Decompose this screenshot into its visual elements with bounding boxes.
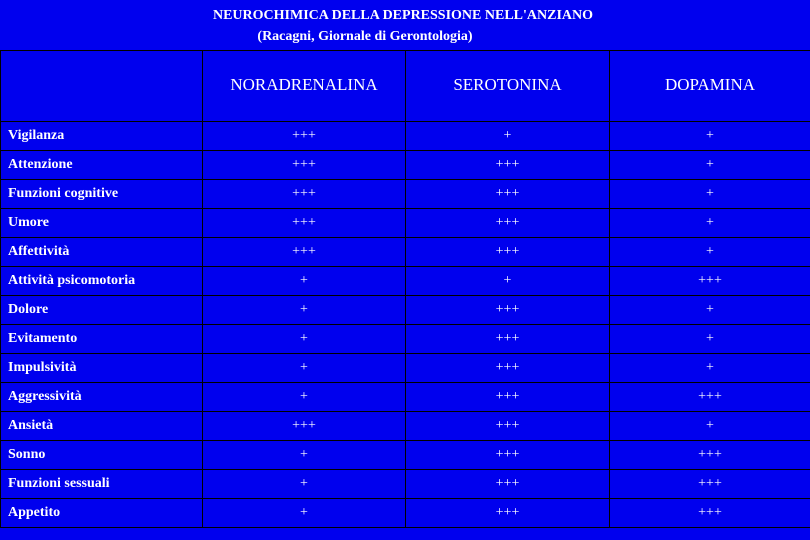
table-row [1, 238, 810, 267]
table-row [1, 209, 810, 238]
serotonina-value: +++ [406, 499, 610, 528]
table-row [1, 122, 810, 151]
serotonina-value: +++ [406, 180, 610, 209]
serotonina-value: +++ [406, 441, 610, 470]
row-label: Attività psicomotoria [1, 267, 203, 296]
noradrenalina-value: + [203, 354, 406, 383]
table-row [1, 180, 810, 209]
table-row [1, 325, 810, 354]
row-label: Funzioni cognitive [1, 180, 203, 209]
slide-title: NEUROCHIMICA DELLA DEPRESSIONE NELL'ANZIANO [212, 8, 594, 23]
serotonina-value: +++ [406, 325, 610, 354]
noradrenalina-value: + [203, 441, 406, 470]
row-label: Dolore [1, 296, 203, 325]
noradrenalina-value: +++ [203, 238, 406, 267]
serotonina-value: +++ [406, 470, 610, 499]
serotonina-value: + [406, 267, 610, 296]
row-label: Aggressività [1, 383, 203, 412]
table-row [1, 354, 810, 383]
noradrenalina-value: + [203, 296, 406, 325]
dopamina-value: +++ [610, 267, 810, 296]
header-serotonina: SEROTONINA [406, 51, 610, 122]
serotonina-value: +++ [406, 383, 610, 412]
row-label: Affettività [1, 238, 203, 267]
row-label: Sonno [1, 441, 203, 470]
table-row [1, 267, 810, 296]
table-header-row [1, 51, 810, 122]
dopamina-value: +++ [610, 470, 810, 499]
row-label: Ansietà [1, 412, 203, 441]
dopamina-value: + [610, 354, 810, 383]
serotonina-value: +++ [406, 412, 610, 441]
row-label: Appetito [1, 499, 203, 528]
header-empty-cell [1, 51, 203, 122]
noradrenalina-value: +++ [203, 151, 406, 180]
dopamina-value: + [610, 296, 810, 325]
dopamina-value: + [610, 412, 810, 441]
row-label: Attenzione [1, 151, 203, 180]
serotonina-value: +++ [406, 296, 610, 325]
row-label: Evitamento [1, 325, 203, 354]
noradrenalina-value: +++ [203, 209, 406, 238]
dopamina-value: +++ [610, 383, 810, 412]
serotonina-value: +++ [406, 238, 610, 267]
row-label: Funzioni sessuali [1, 470, 203, 499]
table-row [1, 296, 810, 325]
noradrenalina-value: +++ [203, 412, 406, 441]
neurochemistry-table [0, 50, 810, 528]
dopamina-value: + [610, 151, 810, 180]
dopamina-value: + [610, 180, 810, 209]
dopamina-value: + [610, 325, 810, 354]
dopamina-value: +++ [610, 499, 810, 528]
serotonina-value: +++ [406, 209, 610, 238]
serotonina-value: + [406, 122, 610, 151]
row-label: Impulsività [1, 354, 203, 383]
noradrenalina-value: + [203, 325, 406, 354]
serotonina-value: +++ [406, 151, 610, 180]
header-noradrenalina: NORADRENALINA [203, 51, 406, 122]
table-row [1, 470, 810, 499]
row-label: Vigilanza [1, 122, 203, 151]
dopamina-value: + [610, 122, 810, 151]
noradrenalina-value: + [203, 499, 406, 528]
table-row [1, 441, 810, 470]
noradrenalina-value: + [203, 267, 406, 296]
table-row [1, 151, 810, 180]
table-row [1, 499, 810, 528]
noradrenalina-value: +++ [203, 122, 406, 151]
row-label: Umore [1, 209, 203, 238]
serotonina-value: +++ [406, 354, 610, 383]
header-dopamina: DOPAMINA [610, 51, 810, 122]
dopamina-value: + [610, 238, 810, 267]
noradrenalina-value: +++ [203, 180, 406, 209]
noradrenalina-value: + [203, 383, 406, 412]
table-row [1, 412, 810, 441]
slide-subtitle: (Racagni, Giornale di Gerontologia) [257, 29, 473, 44]
table-row [1, 383, 810, 412]
dopamina-value: +++ [610, 441, 810, 470]
noradrenalina-value: + [203, 470, 406, 499]
dopamina-value: + [610, 209, 810, 238]
